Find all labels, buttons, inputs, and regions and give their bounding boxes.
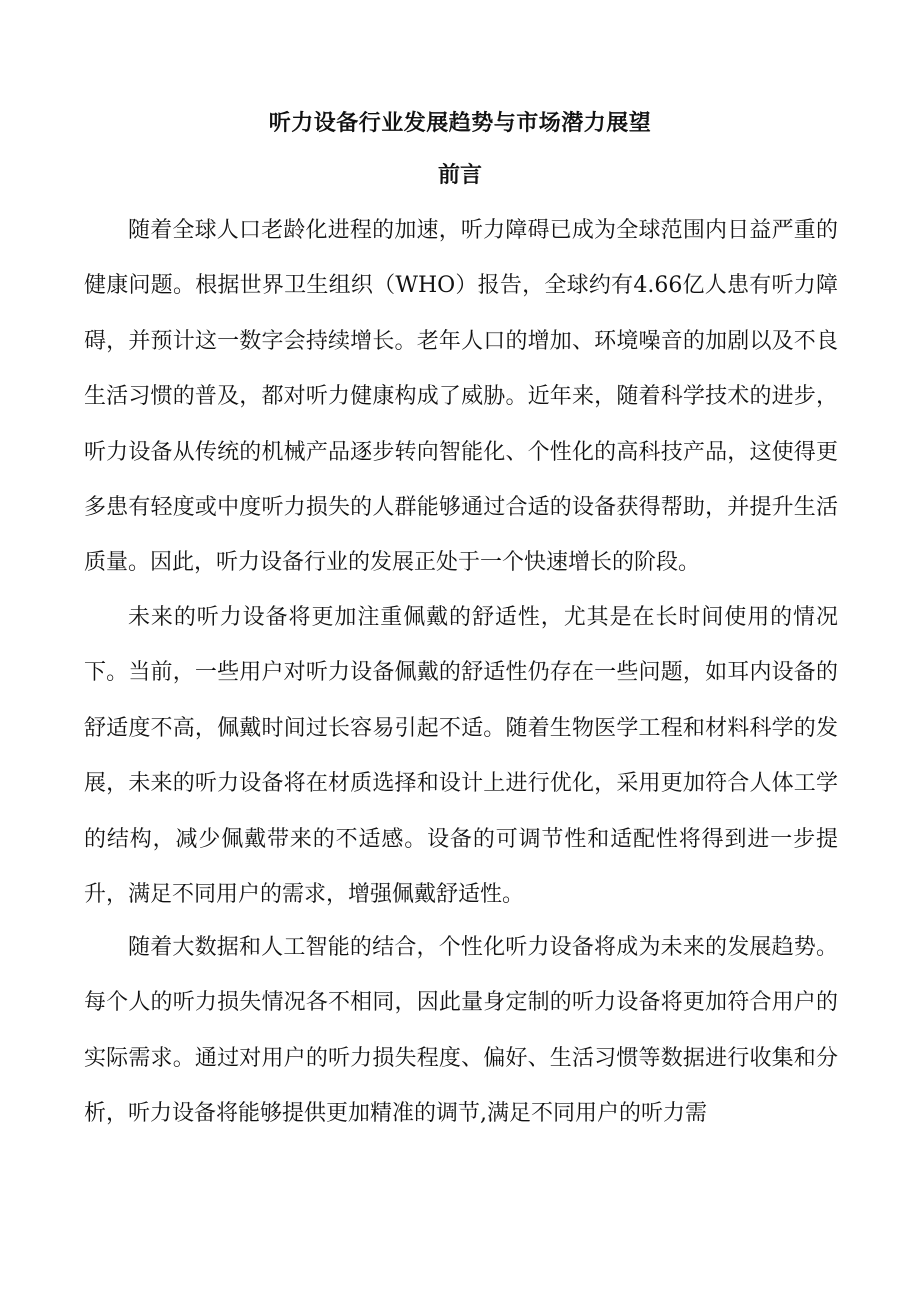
section-heading: 前言 bbox=[437, 162, 482, 188]
body-paragraph: 未来的听力设备将更加注重佩戴的舒适性，尤其是在长时间使用的情况下。当前，一些用户对听力设备佩戴的舒适性仍存在一些问题，如耳内设备的舒适度不高，佩戴时间过长容易引起不适。随着生物医学工程和材料科学的发展，未来的听力设备将在材质选择和设计上进行优化，采用更加符合人体工学的结构，减少佩戴带来的不适感。设备的可调节性和适配性将得到进一步提升，满足不同用户的需求，增强佩戴舒适性。 bbox=[84, 605, 838, 908]
body-paragraph: 随着大数据和人工智能的结合，个性化听力设备将成为未来的发展趋势。每个人的听力损失情况各不相同，因此量身定制的听力设备将更加符合用户的实际需求。通过对用户的听力损失程度、偏好、生活习惯等数据进行收集和分析，听力设备将能够提供更加精准的调节,满足不同用户的听力需 bbox=[84, 935, 838, 1127]
body-paragraph: 随着全球人口老龄化进程的加速，听力障碍已成为全球范围内日益严重的健康问题。根据世界卫生组织（WHO）报告，全球约有4.66亿人患有听力障碍，并预计这一数字会持续增长。老年人口的增加、环境噪音的加剧以及不良生活习惯的普及，都对听力健康构成了威胁。近年来，随着科学技术的进步，听力设备从传统的机械产品逐步转向智能化、个性化的高科技产品，这使得更多患有轻度或中度听力损失的人群能够通过合适的设备获得帮助，并提升生活质量。因此，听力设备行业的发展正处于一个快速增长的阶段。 bbox=[84, 218, 838, 576]
document-title: 听力设备行业发展趋势与市场潜力展望 bbox=[268, 110, 652, 136]
